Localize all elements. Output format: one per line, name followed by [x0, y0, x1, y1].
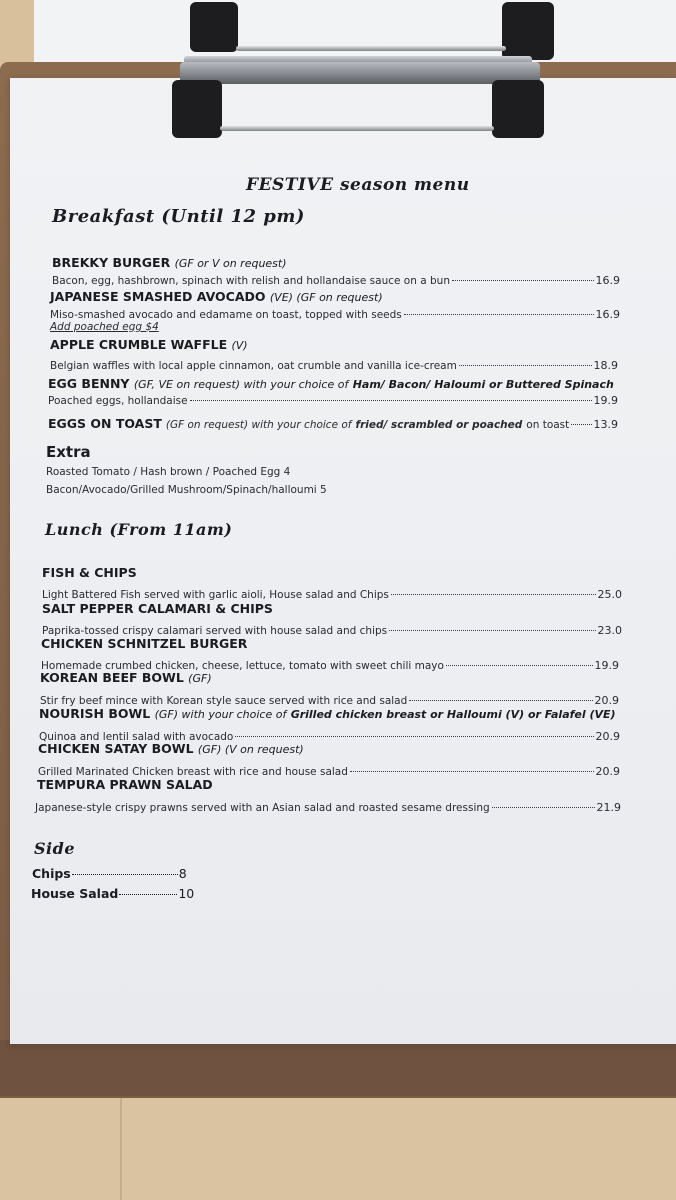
- menu-item-price: 19.9: [593, 394, 618, 407]
- menu-item-name: FISH & CHIPS: [42, 565, 137, 580]
- menu-item-name: EGGS ON TOAST: [48, 416, 162, 431]
- side-item-price: 8: [178, 866, 187, 881]
- menu-item-row: [48, 394, 618, 407]
- menu-item-price: 21.9: [596, 801, 621, 814]
- menu-item-row: [52, 274, 620, 287]
- menu-item-price: 23.0: [597, 624, 622, 637]
- menu-item-description: Stir fry beef mince with Korean style sauce served with rice and salad: [40, 695, 408, 707]
- menu-item-description: Light Battered Fish served with garlic aioli, House salad and Chips: [42, 589, 389, 601]
- menu-item-description: Grilled Marinated Chicken breast with rice and house salad: [38, 766, 348, 778]
- menu-item-price: 16.9: [595, 308, 620, 321]
- menu-item-price: 20.9: [594, 694, 619, 707]
- menu-item-description: Poached eggs, hollandaise: [48, 395, 188, 407]
- menu-item-name: BREKKY BURGER (GF or V on request): [52, 255, 287, 270]
- menu-item-name: NOURISH BOWL (GF) with your choice of Grilled chicken breast or Halloumi (V) or Falafel (VE): [39, 706, 616, 721]
- menu-title: FESTIVE season menu: [246, 175, 470, 195]
- menu-item-name: CHICKEN SCHNITZEL BURGER: [41, 636, 248, 651]
- lunch-heading: Lunch (From 11am): [45, 520, 233, 539]
- menu-item-row: [35, 801, 621, 814]
- breakfast-heading: Breakfast (Until 12 pm): [52, 206, 305, 227]
- menu-item-name: JAPANESE SMASHED AVOCADO (VE) (GF on request): [50, 289, 383, 304]
- menu-item-name: APPLE CRUMBLE WAFFLE (V): [50, 337, 248, 352]
- menu-item-price: 16.9: [595, 274, 620, 287]
- extra-line: Bacon/Avocado/Grilled Mushroom/Spinach/halloumi 5: [46, 484, 327, 496]
- menu-item-name: TEMPURA PRAWN SALAD: [37, 777, 213, 792]
- menu-item-description: Japanese-style crispy prawns served with an Asian salad and roasted sesame dressing: [35, 802, 490, 814]
- menu-item-price: 13.9: [593, 418, 618, 431]
- menu-item-price: 19.9: [594, 659, 619, 672]
- side-item-name: Chips: [32, 866, 71, 881]
- menu-item-description: Homemade crumbed chicken, cheese, lettuce, tomato with sweet chili mayo: [41, 660, 444, 672]
- menu-item-description: Paprika-tossed crispy calamari served with house salad and chips: [42, 625, 388, 637]
- menu-item-price: 20.9: [595, 730, 620, 743]
- menu-item-name: CHICKEN SATAY BOWL (GF) (V on request): [38, 741, 304, 756]
- menu-item-description: Bacon, egg, hashbrown, spinach with relish and hollandaise sauce on a bun: [52, 275, 450, 287]
- menu-item-price: 20.9: [595, 765, 620, 778]
- menu-item-row: [50, 308, 620, 321]
- side-item: [31, 886, 194, 901]
- side-item: [32, 866, 187, 881]
- extra-line: Roasted Tomato / Hash brown / Poached Egg 4: [46, 466, 291, 478]
- menu-item-description: Belgian waffles with local apple cinnamon, oat crumble and vanilla ice-cream: [50, 360, 457, 372]
- menu-item-description: Miso-smashed avocado and edamame on toast, topped with seeds: [50, 309, 402, 321]
- side-heading: Side: [34, 839, 75, 858]
- menu-item-name: SALT PEPPER CALAMARI & CHIPS: [42, 601, 273, 616]
- menu-item-price: 25.0: [597, 588, 622, 601]
- menu-item-price: 18.9: [593, 359, 618, 372]
- side-item-name: House Salad: [31, 886, 119, 901]
- addon-note: Add poached egg $4: [50, 321, 159, 333]
- menu-item-description: Quinoa and lentil salad with avocado: [39, 731, 234, 743]
- side-item-price: 10: [178, 886, 195, 901]
- menu-item-row: [42, 588, 622, 601]
- menu-item-name: KOREAN BEEF BOWL (GF): [40, 670, 212, 685]
- menu-item-row: EGGS ON TOAST (GF on request) with your choice of fried/ scrambled or poached on toast 13.9: [48, 416, 618, 431]
- menu-item-name: EGG BENNY (GF, VE on request) with your choice of Ham/ Bacon/ Haloumi or Buttered Spinach: [48, 376, 614, 391]
- menu-item-row: [50, 359, 618, 372]
- extra-heading: Extra: [46, 443, 91, 461]
